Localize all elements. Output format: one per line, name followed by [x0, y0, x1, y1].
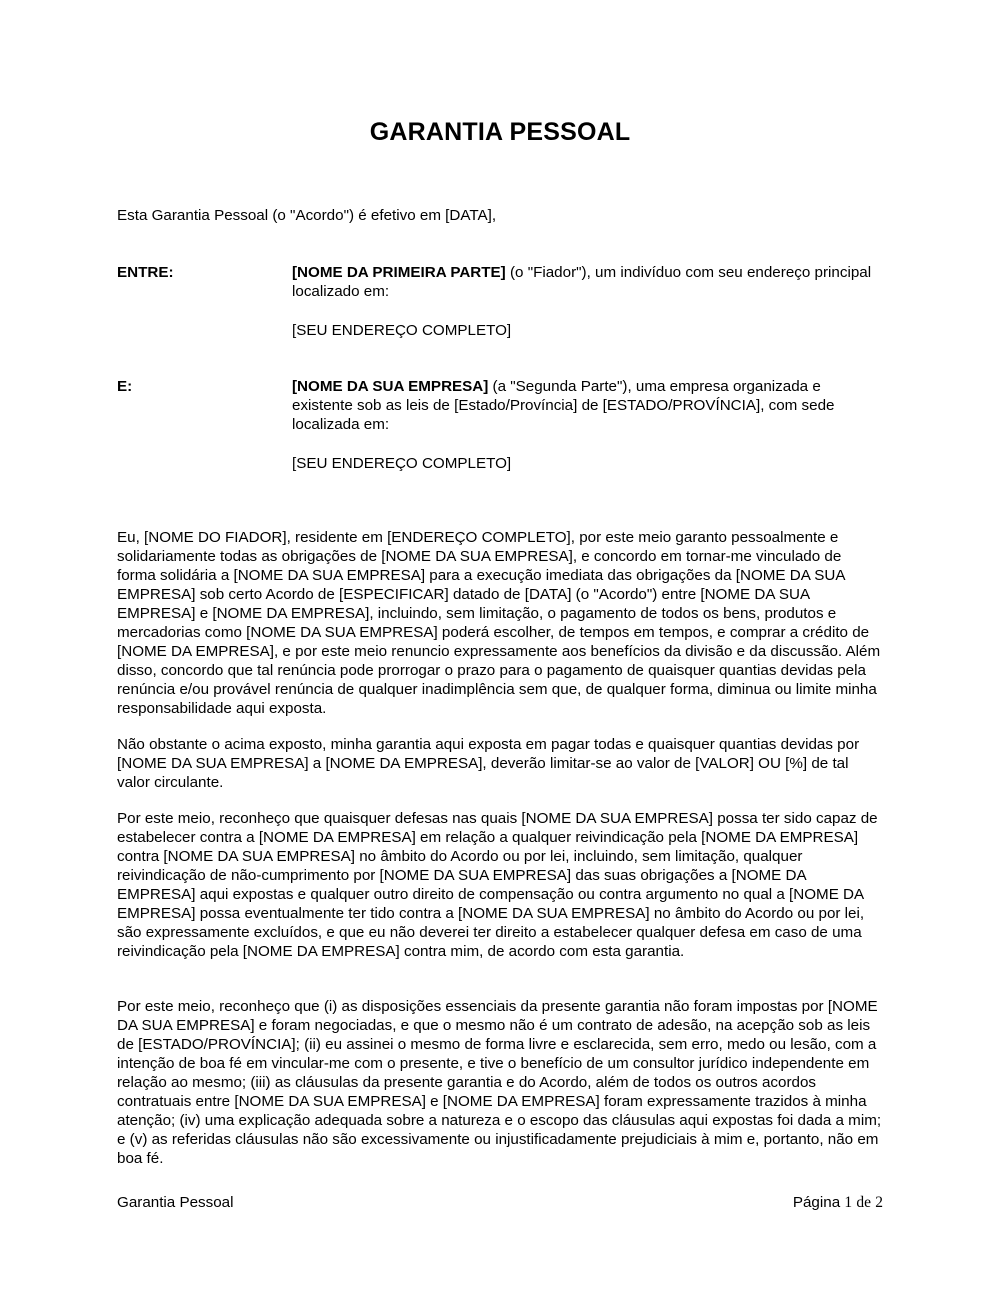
paragraph-defenses: Por este meio, reconheço que quaisquer defesas nas quais [NOME DA SUA EMPRESA] possa ter sido capaz de estabelecer contra a [NOME DA EMPRESA] em relação a qualquer reivindicação pela [NOME DA EMPRESA] contra [NOME DA SUA EMPRESA] no âmbito do Acordo ou por lei, incluindo, sem limitação, qualquer reivindicação de não-cumprimento por [NOME DA SUA EMPRESA] das suas obrigações a [NOME DA EMPRESA] aqui expostas e qualquer outro direito de compensação ou contra argumento no qual a [NOME DA EMPRESA] possa eventualmente ter tido contra a [NOME DA SUA EMPRESA] no âmbito do Acordo ou por lei, são expressamente excluídos, e que eu não deverei ter direito a estabelecer qualquer defesa em caso de uma reivindicação pela [NOME DA EMPRESA] contra mim, de acordo com esta garantia. [117, 810, 878, 960]
footer-page-word: Página [792, 1194, 841, 1211]
footer-page-total: 2 [875, 1194, 883, 1211]
party-block-second [292, 377, 872, 473]
body-paragraph-2 [117, 735, 883, 792]
footer-page-of: de [856, 1194, 872, 1211]
party-second-name: [NOME DA SUA EMPRESA] [292, 378, 489, 395]
footer-document-name: Garantia Pessoal [117, 1194, 234, 1211]
party-first-address: [SEU ENDEREÇO COMPLETO] [292, 322, 512, 339]
body-paragraph-3 [117, 809, 883, 961]
party-block-first [292, 263, 872, 340]
paragraph-limitation: Não obstante o acima exposto, minha garantia aqui exposta em pagar todas e quaisquer quantias devidas por [NOME DA SUA EMPRESA] a [NOME DA EMPRESA], deverão limitar-se ao valor de [VALOR] OU [%] de tal valor circulante. [117, 736, 860, 791]
body-paragraph-1 [117, 528, 883, 718]
party-second-address: [SEU ENDEREÇO COMPLETO] [292, 455, 512, 472]
party-label-and: E: [117, 378, 133, 395]
paragraph-acknowledgement: Por este meio, reconheço que (i) as disposições essenciais da presente garantia não foram impostas por [NOME DA SUA EMPRESA] e foram negociadas, e que o mesmo não é um contrato de adesão, na acepção sob as leis de [ESTADO/PROVÍNCIA]; (ii) eu assinei o mesmo de forma livre e esclarecida, sem erro, medo ou lesão, com a intenção de boa fé em vincular-me com o presente, e tive o benefício de um consultor jurídico independente em relação ao mesmo; (iii) as cláusulas da presente garantia e do Acordo, além de todos os outros acordos contratuais entre [NOME DA SUA EMPRESA] e [NOME DA EMPRESA] foram expressamente trazidos à minha atenção; (iv) uma explicação adequada sobre a natureza e o escopo das cláusulas aqui expostas foi dada a mim; e (v) as referidas cláusulas não são excessivamente ou injustificadamente prejudiciais à mim e, portanto, não em boa fé. [117, 998, 882, 1167]
intro-text: Esta Garantia Pessoal (o "Acordo") é efetivo em [DATA], [117, 207, 497, 224]
paragraph-guarantee: Eu, [NOME DO FIADOR], residente em [ENDEREÇO COMPLETO], por este meio garanto pessoalmente e solidariamente todas as obrigações de [NOME DA SUA EMPRESA], e concordo em tornar-me vinculado de forma solidária a [NOME DA SUA EMPRESA] para a execução imediata das obrigações da [NOME DA SUA EMPRESA] sob certo Acordo de [ESPECIFICAR] datado de [DATA] (o "Acordo") entre [NOME DA SUA EMPRESA] e [NOME DA EMPRESA], incluindo, sem limitação, o pagamento de todos os bens, produtos e mercadorias como [NOME DA SUA EMPRESA] poderá escolher, de tempos em tempos, e comprar a crédito de [NOME DA EMPRESA], e por este meio renuncio expressamente aos benefícios da divisão e da discussão. Além disso, concordo que tal renúncia pode prorrogar o prazo para o pagamento de quaisquer quantias devidas pela renúncia e/ou provável renúncia de qualquer inadimplência sem que, de qualquer forma, diminua ou limite minha responsabilidade aqui exposta. [117, 529, 881, 717]
party-second-description [292, 377, 872, 434]
party-first-description [292, 263, 872, 301]
document-title: GARANTIA PESSOAL [369, 118, 631, 146]
body-paragraph-4 [117, 997, 883, 1168]
footer-page-current: 1 [844, 1194, 853, 1211]
party-second-details: (a "Segunda Parte"), uma empresa organizada e existente sob as leis de [Estado/Província] de [ESTADO/PROVÍNCIA], com sede localizada em: [292, 378, 835, 433]
party-label-between: ENTRE: [117, 264, 174, 281]
footer-page-number [793, 1194, 883, 1212]
party-first-name: [NOME DA PRIMEIRA PARTE] [292, 264, 506, 281]
party-first-details: (o "Fiador"), um indivíduo com seu endereço principal localizado em: [292, 264, 872, 300]
